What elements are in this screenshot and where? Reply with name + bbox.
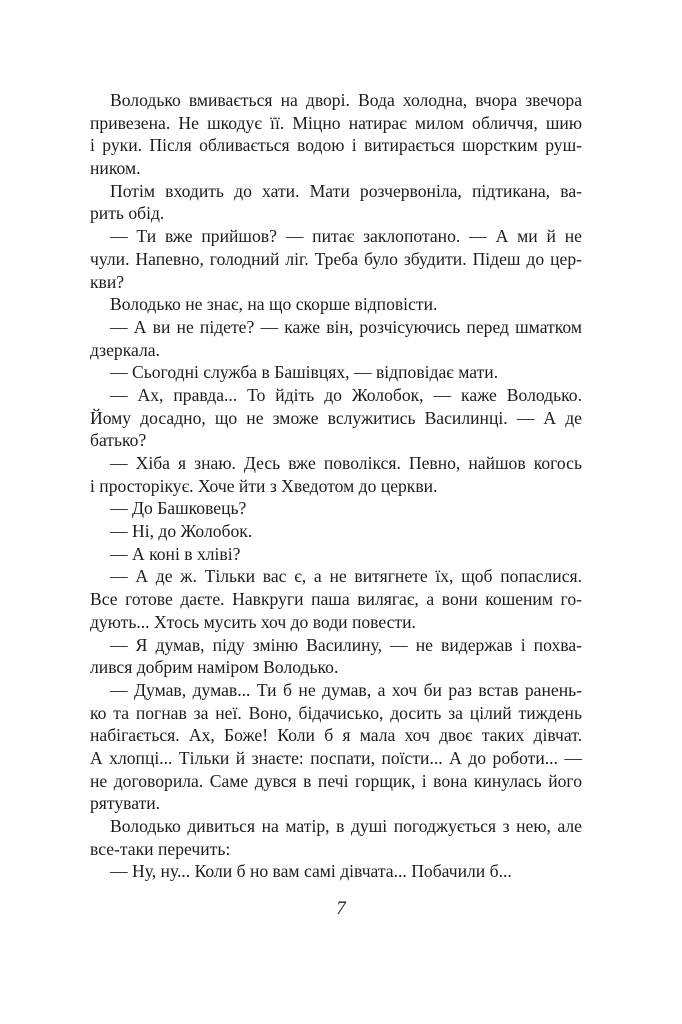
text-line: і просторікує. Хоче йти з Хведотом до церкви. (90, 475, 438, 496)
text-line: — Ні, до Жолобок. (110, 521, 253, 542)
text-line: дують... Хтось мусить хоч до води повести. (90, 611, 416, 632)
text-line: ко та погнав за неї. Воно, бідачисько, досить за цілий тиждень (90, 702, 582, 723)
text-line: набігається. Ах, Боже! Коли б я мала хоч двоє таких дівчат. (90, 725, 582, 746)
text-line: Володько не знає, на що скорше відповісти. (110, 294, 438, 315)
text-line: — Сьогодні служба в Башівцях, — відповідає мати. (110, 362, 499, 383)
text-line: — Я думав, піду зміню Василину, — не видержав і похва- (110, 634, 582, 655)
text-line: А хлопці... Тільки й знаєте: поспати, поїсти... А до роботи... — (90, 747, 582, 768)
text-line: — Хіба я знаю. Десь вже поволікся. Певно, найшов когось (110, 453, 582, 473)
text-line: — Ти вже прийшов? — питає заклопотано. — А ми й не (110, 226, 582, 247)
text-line: лився добрим наміром Володько. (90, 657, 339, 678)
text-line: — А коні в хліві? (110, 543, 241, 564)
text-line: чули. Напевно, голодний ліг. Треба було збудити. Підеш до цер- (90, 248, 582, 269)
text-line: Володько вмивається на дворі. Вода холодна, вчора звечора (110, 90, 582, 110)
text-line: Володько дивиться на матір, в душі погоджується з нею, але (110, 816, 582, 836)
text-line: дзеркала. (90, 339, 160, 360)
text-line: Все готове даєте. Навкруги паша вилягає, а вони кошеним го- (90, 589, 582, 610)
text-line: — До Башковець? (110, 498, 247, 519)
text-line: рятувати. (90, 793, 161, 814)
text-line: не договорила. Саме дувся в печі горщик, і вона кинулась його (90, 770, 582, 791)
text-line: ником. (90, 158, 141, 179)
text-line: все-таки перечить: (90, 838, 231, 859)
text-line: кви? (90, 271, 125, 292)
page-number: 7 (336, 898, 346, 919)
text-line: — Ах, правда... То йдіть до Жолобок, — каже Володько. (110, 384, 582, 405)
text-line: батько? (90, 430, 147, 451)
text-line: рить обід. (90, 203, 165, 224)
text-line: — А де ж. Тільки вас є, а не витягнете їх, щоб попаслися. (110, 566, 582, 587)
text-line: — А ви не підете? — каже він, розчісуючись перед шматком (110, 316, 582, 337)
text-line: — Ну, ну... Коли б но вам самі дівчата... Побачили б... (110, 861, 512, 882)
text-line: Йому досадно, що не зможе вслужитись Василинці. — А де (90, 407, 582, 428)
text-line: — Думав, думав... Ти б не думав, а хоч би раз встав ранень- (110, 679, 582, 700)
body-text (90, 89, 582, 883)
text-line: і руки. Після обливається водою і витирається шорстким руш- (90, 135, 582, 156)
text-line: привезена. Не шкодує її. Міцно натирає милом обличчя, шию (90, 112, 582, 133)
text-line: Потім входить до хати. Мати розчервоніла, підтикана, ва- (110, 180, 582, 201)
